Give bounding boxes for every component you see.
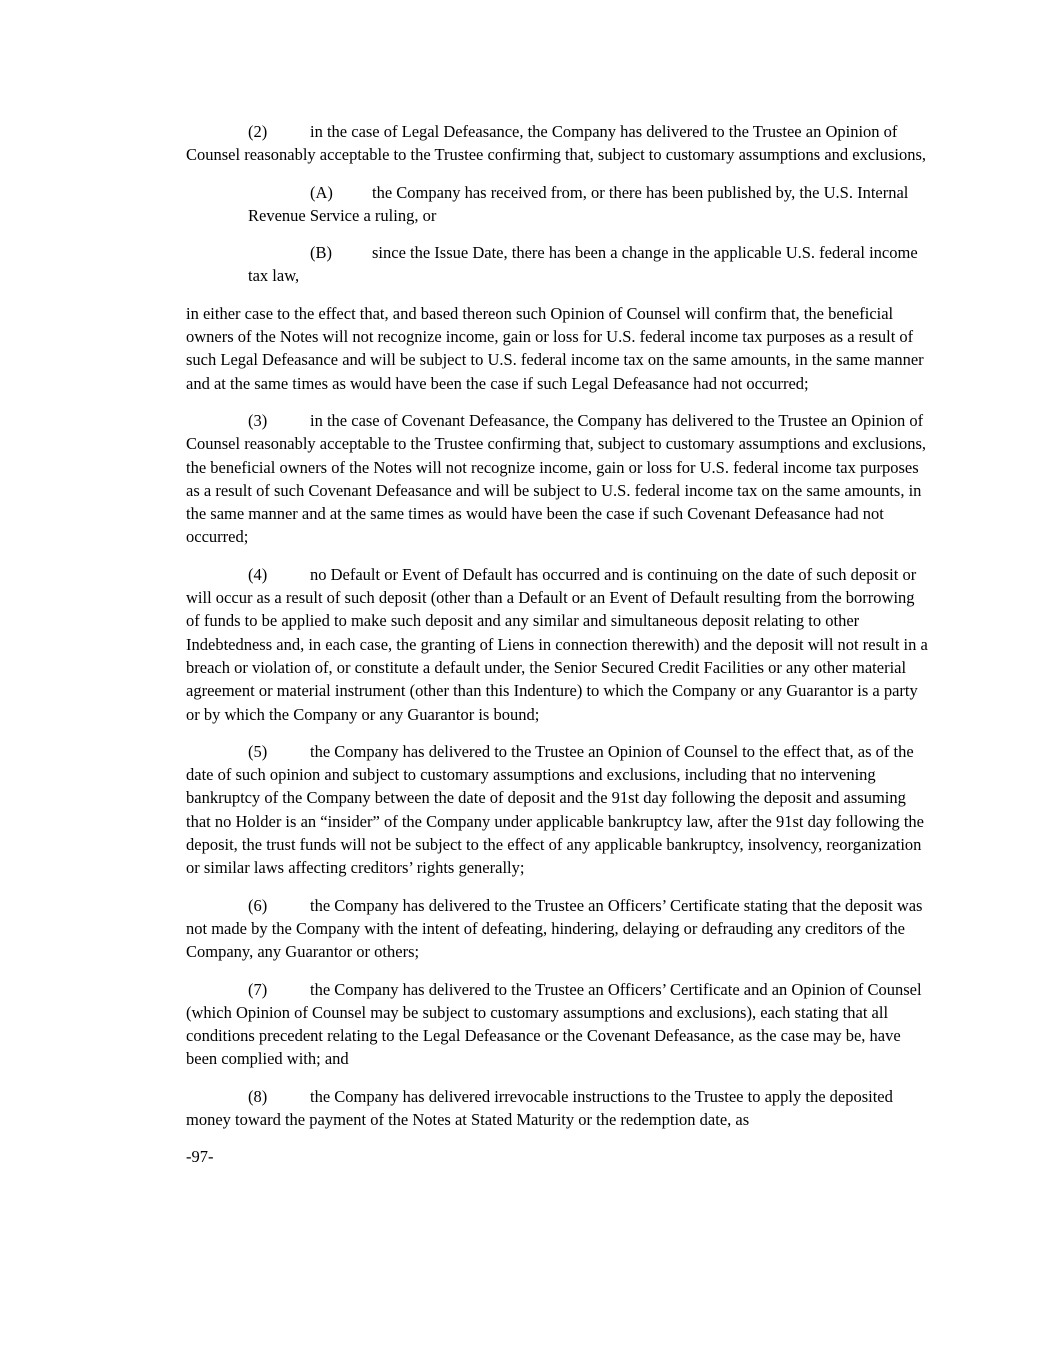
clause-4 <box>186 563 930 726</box>
clause-7 <box>186 978 930 1071</box>
clause-number: (6) <box>248 895 268 915</box>
clause-number: (5) <box>248 741 268 761</box>
clause-text: the Company has received from, or there has been published by, the U.S. Internal Revenue Service a ruling, or <box>248 182 909 225</box>
clause-number: (4) <box>248 564 268 584</box>
clause-text: no Default or Event of Default has occurred and is continuing on the date of such deposit or will occur as a result of such deposit (other than a Default or an Event of Default resulting from the borrowing of funds to be applied to make such deposit and any similar and simultaneous deposit relating to other Indebtedness and, in each case, the granting of Liens in connection therewith) and the deposit will not result in a breach or violation of, or constitute a default under, the Senior Secured Credit Facilities or any other material agreement or material instrument (other than this Indenture) to which the Company or any Guarantor is a party or by which the Company or any Guarantor is bound; <box>186 564 928 724</box>
clause-6 <box>186 894 930 964</box>
clause-text: in the case of Legal Defeasance, the Company has delivered to the Trustee an Opinion of Counsel reasonably acceptable to the Trustee confirming that, subject to customary assumptions and exclusions, <box>186 122 927 165</box>
clause-text: the Company has delivered irrevocable instructions to the Trustee to apply the deposited money toward the payment of the Notes at Stated Maturity or the redemption date, as <box>186 1086 893 1129</box>
clause-text: the Company has delivered to the Trustee an Opinion of Counsel to the effect that, as of the date of such opinion and subject to customary assumptions and exclusions, including that no intervening bankruptcy of the Company between the date of deposit and the 91st day following the deposit and assuming that no Holder is an “insider” of the Company under applicable bankruptcy law, after the 91st day following the deposit, the trust funds will not be subject to the effect of any applicable bankruptcy, insolvency, reorganization or similar laws affecting creditors’ rights generally; <box>186 741 925 878</box>
clause-text: the Company has delivered to the Trustee an Officers’ Certificate and an Opinion of Counsel (which Opinion of Counsel may be subject to customary assumptions and exclusions), each stating that all conditions precedent relating to the Legal Defeasance or the Covenant Defeasance, as the case may be, have been complied with; and <box>186 979 922 1069</box>
clause-text: in either case to the effect that, and based thereon such Opinion of Counsel will confirm that, the beneficial owners of the Notes will not recognize income, gain or loss for U.S. federal income tax purposes as a result of such Legal Defeasance and will be subject to U.S. federal income tax on the same amounts, in the same manner and at the same times as would have been the case if such Legal Defeasance had not occurred; <box>186 303 924 393</box>
clause-number: (7) <box>248 979 268 999</box>
clause-number: (A) <box>310 182 333 202</box>
page-number: -97- <box>186 1147 214 1167</box>
clause-text: in the case of Covenant Defeasance, the Company has delivered to the Trustee an Opinion of Counsel reasonably acceptable to the Trustee confirming that, subject to customary assumptions and exclusions, the beneficial owners of the Notes will not recognize income, gain or loss for U.S. federal income tax purposes as a result of such Covenant Defeasance and will be subject to U.S. federal income tax on the same amounts, in the same manner and at the same times as would have been the case if such Covenant Defeasance had not occurred; <box>186 410 927 547</box>
clause-3 <box>186 409 930 549</box>
clause-number: (B) <box>310 243 332 263</box>
clause-2-A <box>248 181 930 228</box>
clause-2-continuation <box>186 302 930 395</box>
clause-number: (2) <box>248 122 268 141</box>
clause-5 <box>186 740 930 880</box>
clause-2-B <box>248 241 930 288</box>
clause-2 <box>186 120 930 167</box>
clause-number: (8) <box>248 1086 268 1106</box>
clause-number: (3) <box>248 410 268 430</box>
clause-8 <box>186 1085 930 1132</box>
clause-text: since the Issue Date, there has been a change in the applicable U.S. federal income tax law, <box>248 243 918 286</box>
clause-text: the Company has delivered to the Trustee an Officers’ Certificate stating that the deposit was not made by the Company with the intent of defeating, hindering, delaying or defrauding any creditors of the Company, any Guarantor or others; <box>186 895 923 962</box>
